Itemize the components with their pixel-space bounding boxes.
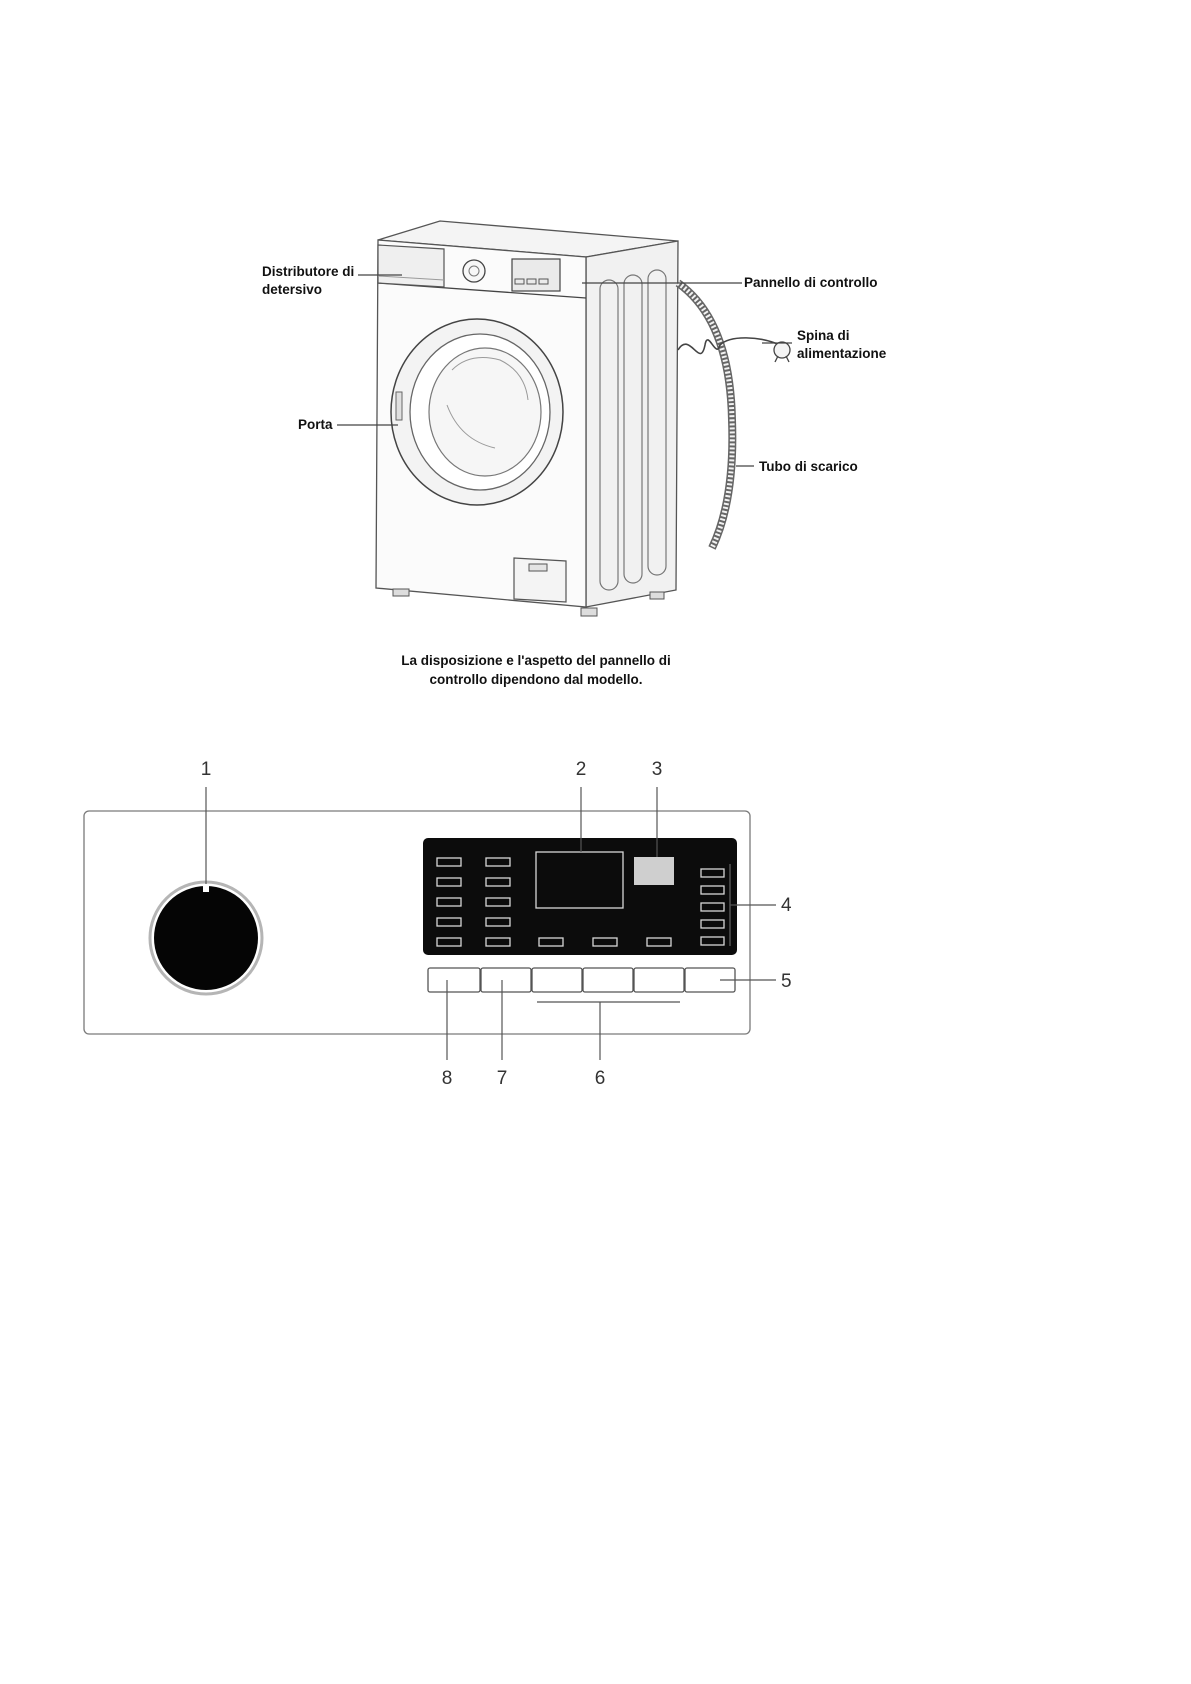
label-drain-hose: Tubo di scarico bbox=[759, 459, 858, 474]
panel-button-4[interactable] bbox=[583, 968, 633, 992]
label-detergent-dispenser-line2: detersivo bbox=[262, 282, 323, 297]
callout-2: 2 bbox=[575, 759, 587, 780]
label-detergent-dispenser-line1: Distributore di bbox=[262, 264, 355, 279]
machine-display bbox=[512, 259, 560, 291]
program-selector-knob bbox=[150, 882, 262, 994]
callout-1: 1 bbox=[200, 759, 212, 780]
label-control-panel: Pannello di controllo bbox=[744, 275, 878, 290]
filter-cover bbox=[514, 558, 566, 602]
status-indicator bbox=[634, 857, 674, 885]
label-door: Porta bbox=[298, 417, 333, 432]
callout-8: 8 bbox=[441, 1068, 453, 1089]
control-panel-diagram bbox=[84, 759, 792, 1089]
callout-6: 6 bbox=[594, 1068, 606, 1089]
caption-line1: La disposizione e l'aspetto del pannello di bbox=[401, 653, 671, 668]
panel-button-3[interactable] bbox=[532, 968, 582, 992]
callout-3: 3 bbox=[651, 759, 663, 780]
caption-line2: controllo dipendono dal modello. bbox=[429, 672, 643, 687]
panel-button-2[interactable] bbox=[481, 968, 531, 992]
power-cord bbox=[678, 338, 780, 354]
washing-machine-illustration bbox=[262, 221, 887, 687]
label-power-plug-line2: alimentazione bbox=[797, 346, 887, 361]
callout-7: 7 bbox=[496, 1068, 508, 1089]
display-panel bbox=[423, 838, 737, 955]
machine-program-knob bbox=[463, 260, 485, 282]
panel-button-5[interactable] bbox=[634, 968, 684, 992]
machine-door bbox=[391, 319, 563, 505]
panel-button-1[interactable] bbox=[428, 968, 480, 992]
detergent-drawer bbox=[378, 245, 444, 287]
callout-4: 4 bbox=[781, 895, 792, 916]
callout-5: 5 bbox=[781, 971, 792, 992]
power-plug bbox=[774, 342, 790, 362]
label-power-plug-line1: Spina di bbox=[797, 328, 850, 343]
button-row bbox=[428, 968, 735, 992]
